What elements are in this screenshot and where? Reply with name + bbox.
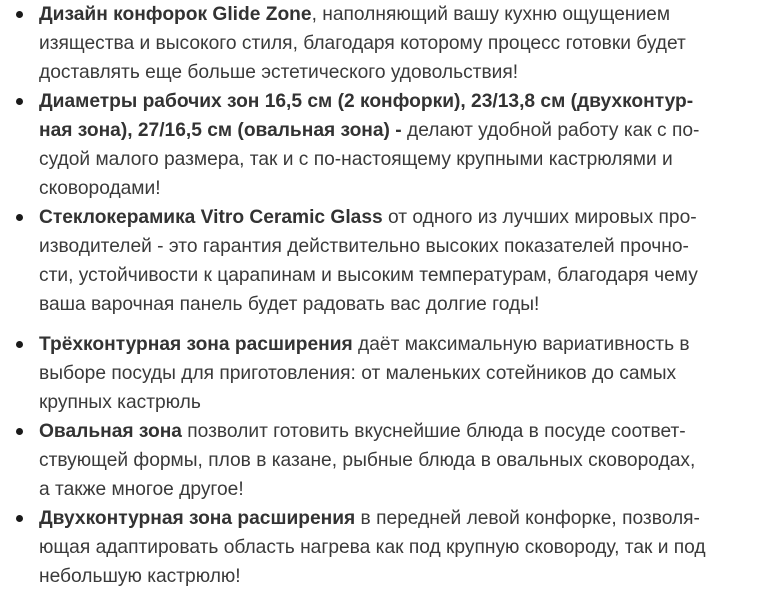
feature-text: в передней левой конфорке, позволя- (355, 508, 700, 529)
list-item (0, 417, 757, 504)
list-item (0, 87, 757, 203)
bullet-icon (16, 341, 23, 348)
bullet-icon (16, 11, 23, 18)
feature-lead: ная зона), 27/16,5 см (овальная зона) - (39, 120, 402, 141)
feature-text: , наполняющий вашу кухню ощущением (311, 4, 671, 25)
feature-text: доставлять еще больше эстетического удовольствия! (39, 62, 519, 83)
feature-text: выборе посуды для приготовления: от маленьких сотейников до самых (39, 363, 677, 384)
text-line (39, 203, 743, 232)
feature-text: сти, устойчивости к царапинам и высоким температурам, благодаря чему (39, 265, 698, 286)
text-line (39, 116, 743, 145)
list-item (0, 0, 757, 87)
feature-text: ваша варочная панель будет радовать вас долгие годы! (39, 294, 540, 315)
list-item (0, 330, 757, 417)
feature-text: сковородами! (39, 178, 161, 199)
feature-text: крупных кастрюль (39, 392, 201, 413)
text-line (39, 330, 743, 359)
feature-text: а также многое другое! (39, 479, 244, 500)
feature-lead: Дизайн конфорок Glide Zone (39, 4, 312, 25)
feature-text: ствующей формы, плов в казане, рыбные блюда в овальных сковородах, (39, 450, 696, 471)
feature-text: изящества и высокого стиля, благодаря которому процесс готовки будет (39, 33, 686, 54)
feature-text: изводителей - это гарантия действительно высоких показателей прочно- (39, 236, 689, 257)
text-line (39, 0, 743, 29)
feature-lead: Двухконтурная зона расширения (39, 508, 356, 529)
feature-lead: Диаметры рабочих зон 16,5 см (2 конфорки), 23/13,8 см (двухконтур- (39, 91, 694, 112)
list-item (0, 203, 757, 319)
bullet-icon (16, 515, 23, 522)
feature-lead: Стеклокерамика Vitro Ceramic Glass (39, 207, 383, 228)
text-line (39, 504, 743, 533)
text-line (39, 417, 743, 446)
feature-lead: Овальная зона (39, 421, 182, 442)
bullet-icon (16, 214, 23, 221)
feature-text: небольшую кастрюлю! (39, 566, 241, 587)
list-item (0, 504, 757, 591)
feature-text: судой малого размера, так и с по-настоящему крупными кастрюлями и (39, 149, 673, 170)
feature-text: позволит готовить вкуснейшие блюда в посуде соответ- (181, 421, 686, 442)
feature-lead: Трёхконтурная зона расширения (39, 334, 353, 355)
bullet-icon (16, 98, 23, 105)
feature-text: даёт максимальную вариативность в (352, 334, 690, 355)
feature-text: от одного из лучших мировых про- (382, 207, 697, 228)
section-gap (0, 319, 757, 330)
bullet-icon (16, 428, 23, 435)
feature-text: делают удобной работу как с по- (401, 120, 700, 141)
feature-text: ющая адаптировать область нагрева как под крупную сковороду, так и под (39, 537, 706, 558)
